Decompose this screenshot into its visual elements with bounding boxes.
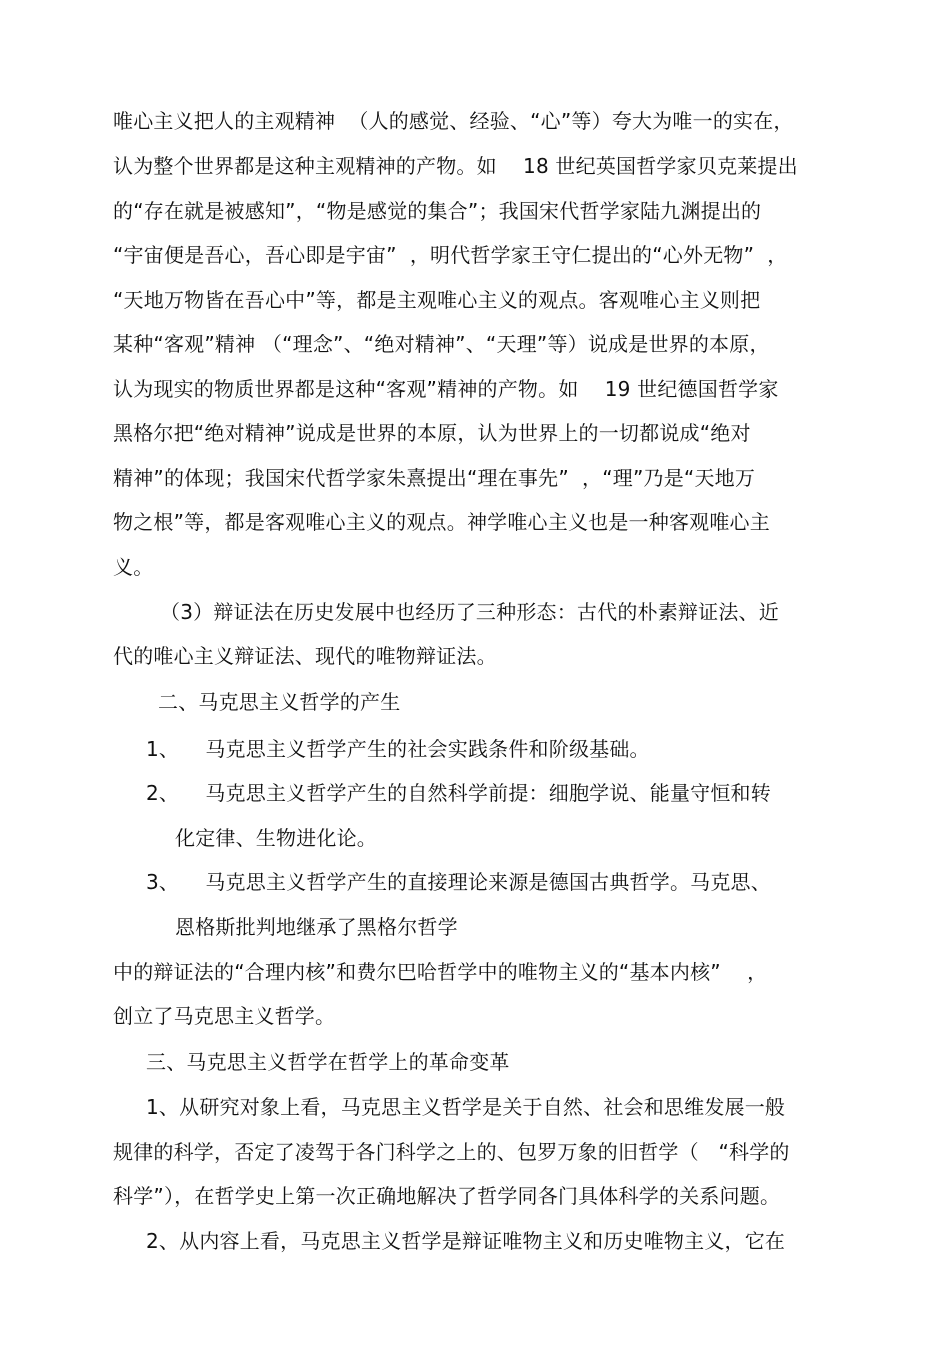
text-line: 认为整个世界都是这种主观精神的产物。如 18 世纪英国哲学家贝克莱提出 — [113, 154, 798, 178]
text-line: 的“存在就是被感知”，“物是感觉的集合”；我国宋代哲学家陆九渊提出的 — [113, 199, 762, 223]
text-line: 某种“客观”精神 （“理念”、“绝对精神”、“天理”等）说成是世界的本原， — [113, 332, 770, 356]
text-line: （3）辩证法在历史发展中也经历了三种形态：古代的朴素辩证法、近 — [160, 600, 779, 624]
text-line: “宇宙便是吾心，吾心即是宇宙” ，明代哲学家王守仁提出的“心外无物” ， — [113, 243, 788, 267]
list-item: 1、 马克思主义哲学产生的社会实践条件和阶级基础。 — [146, 737, 650, 761]
text-line: 规律的科学，否定了凌驾于各门科学之上的、包罗万象的旧哲学（ “科学的 — [113, 1140, 790, 1164]
text-line: 物之根”等，都是客观唯心主义的观点。神学唯心主义也是一种客观唯心主 — [113, 510, 770, 534]
list-item: 3、 马克思主义哲学产生的直接理论来源是德国古典哲学。马克思、 — [146, 870, 771, 894]
text-line: 黑格尔把“绝对精神”说成是世界的本原，认为世界上的一切都说成“绝对 — [113, 421, 751, 445]
section-heading: 三、马克思主义哲学在哲学上的革命变革 — [146, 1050, 510, 1074]
text-line: 科学”），在哲学史上第一次正确地解决了哲学同各门具体科学的关系问题。 — [113, 1184, 781, 1208]
text-line: 中的辩证法的“合理内核”和费尔巴哈哲学中的唯物主义的“基本内核” ， — [113, 960, 768, 984]
text-line: 化定律、生物进化论。 — [175, 826, 377, 850]
text-line: 1、从研究对象上看，马克思主义哲学是关于自然、社会和思维发展一般 — [146, 1095, 786, 1119]
list-item: 2、 马克思主义哲学产生的自然科学前提：细胞学说、能量守恒和转 — [146, 781, 771, 805]
text-line: 恩格斯批判地继承了黑格尔哲学 — [175, 915, 458, 939]
section-heading: 二、马克思主义哲学的产生 — [158, 690, 401, 714]
text-line: 创立了马克思主义哲学。 — [113, 1004, 336, 1028]
text-line: “天地万物皆在吾心中”等，都是主观唯心主义的观点。客观唯心主义则把 — [113, 288, 761, 312]
text-line: 唯心主义把人的主观精神 （人的感觉、经验、“心”等）夸大为唯一的实在， — [113, 109, 794, 133]
text-line: 义。 — [113, 555, 154, 579]
text-line: 精神”的体现；我国宋代哲学家朱熹提出“理在事先” ，“理”乃是“天地万 — [113, 466, 756, 490]
text-line: 2、从内容上看，马克思主义哲学是辩证唯物主义和历史唯物主义，它在 — [146, 1229, 786, 1253]
text-line: 认为现实的物质世界都是这种“客观”精神的产物。如 19 世纪德国哲学家 — [113, 377, 779, 401]
text-line: 代的唯心主义辩证法、现代的唯物辩证法。 — [113, 644, 497, 668]
